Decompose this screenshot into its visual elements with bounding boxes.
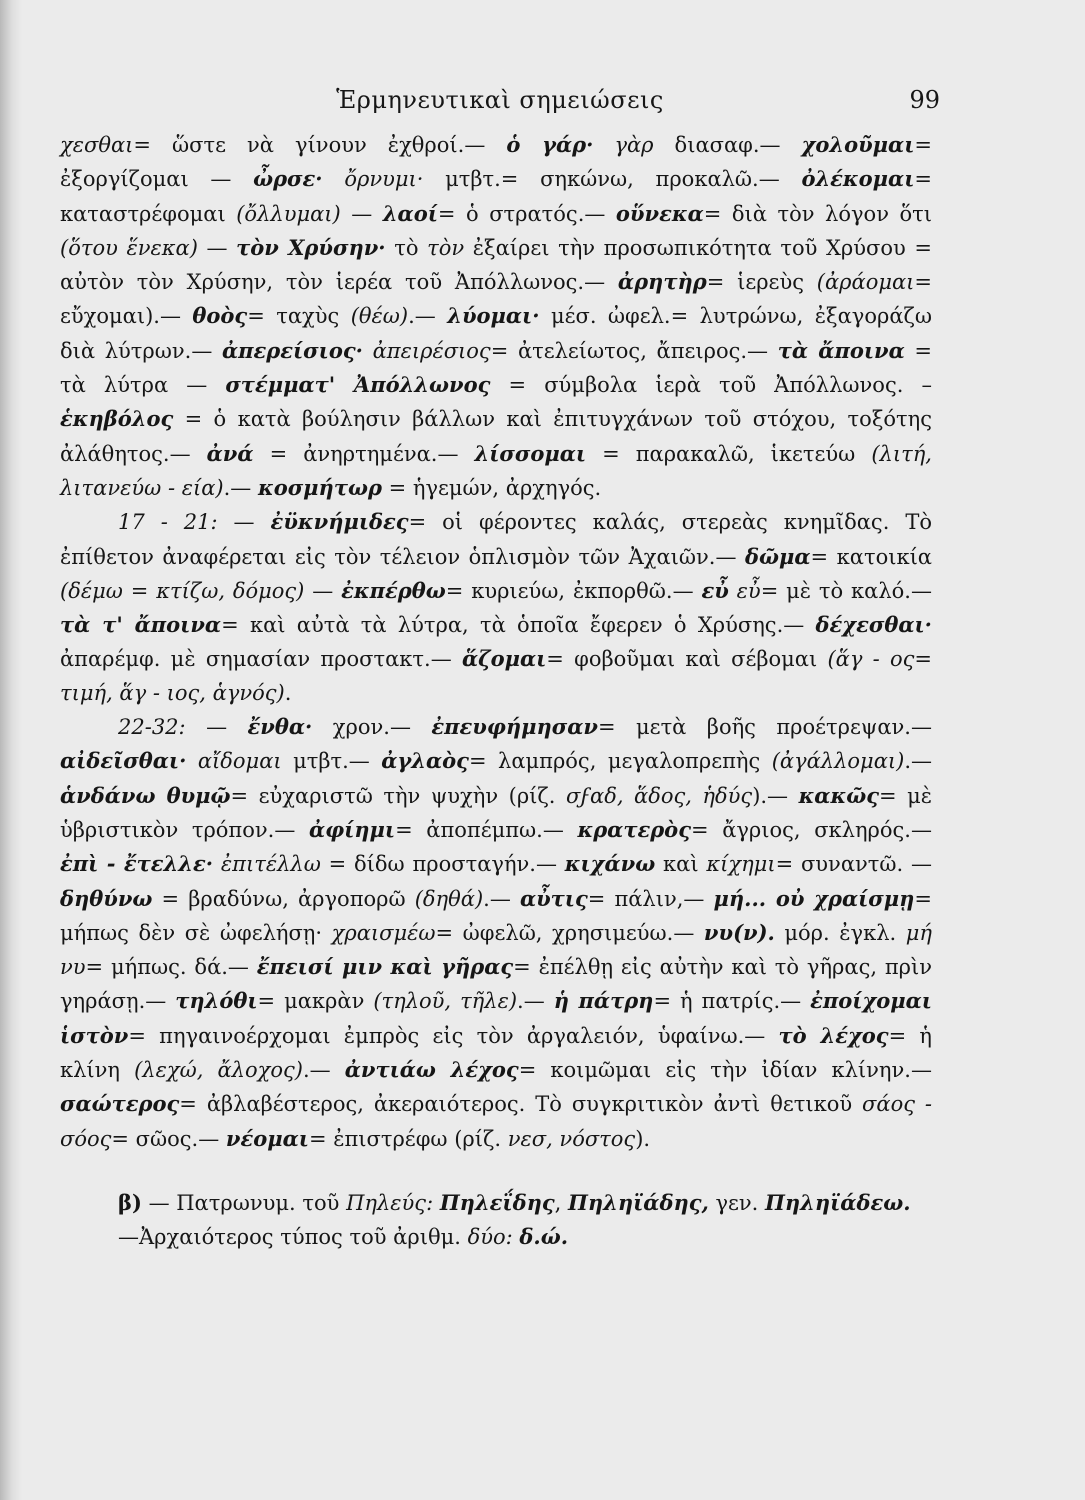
paragraph-dual-form: —Ἀρχαιότερος τύπος τοῦ ἀριθμ. δύο: δ.ώ. [118, 1224, 569, 1250]
page-header [60, 86, 940, 126]
commentary-body [60, 128, 932, 1255]
book-binding-edge [0, 0, 22, 1500]
paragraph-lines-22-32: 22-32: — ἔνθα· χρον.— ἐπευφήμησαν= μετὰ βοῆς προέτρεψαν.— αἰδεῖσθαι· αἴδομαι μτβτ.— ἀγλαὸς= λαμπρός, μεγαλοπρεπὴς (ἀγάλλομαι).— ἁνδάνω θυμῷ= εὐχαριστῶ τὴν ψυχὴν (ρίζ. σϝαδ, ἅδος, ἡδύς).— κακῶς= μὲ ὑβριστικὸν τρόπον.— ἀφίημι= ἀποπέμπω.— κρατερὸς= ἄγριος, σκληρός.— ἐπὶ - ἔτελλε· ἐπιτέλλω = δίδω προσταγήν.— κιχάνω καὶ κίχημι= συναντῶ. — δηθύνω = βραδύνω, ἀργοπορῶ (δηθά).— αὖτις= πάλιν,— μή... οὐ χραίσμῃ= μήπως δὲν σὲ ὠφελήσῃ· χραισμέω= ὠφελῶ, χρησιμεύω.— νυ(ν). μόρ. ἐγκλ. μή νυ= μήπως. δά.— ἔπεισί μιν καὶ γῆρας= ἐπέλθῃ εἰς αὐτὴν καὶ τὸ γῆρας, πρὶν γηράσῃ.— τηλόθι= μακρὰν (τηλοῦ, τῆλε).— ἡ πάτρη= ἡ πατρίς.— ἐποίχομαι ἱστὸν= πηγαινοέρχομαι ἐμπρὸς εἰς τὸν ἀργαλειόν, ὑφαίνω.— τὸ λέχος= ἡ κλίνη (λεχώ, ἄλοχος).— ἀντιάω λέχος= κοιμῶμαι εἰς τὴν ἰδίαν κλίνην.— σαώτερος= ἀβλαβέστερος, ἀκεραιότερος. Τὸ συγκριτικὸν ἀντὶ θετικοῦ σάος - σόος= σῶος.— νέομαι= ἐπιστρέφω (ρίζ. νεσ, νόστος). [60, 714, 932, 1151]
page-number: 99 [909, 86, 940, 114]
running-title: Ἑρμηνευτικαὶ σημειώσεις [336, 86, 664, 114]
paragraph-lines-17-21: 17 - 21: — ἐϋκνήμιδες= οἱ φέροντες καλάς, στερεὰς κνημῖδας. Τὸ ἐπίθετον ἀναφέρεται εἰς τὸν τέλειον ὁπλισμὸν τῶν Ἀχαιῶν.— δῶμα= κατοικία (δέμω = κτίζω, δόμος) — ἐκπέρθω= κυριεύω, ἐκπορθῶ.— εὖ εὖ= μὲ τὸ καλό.— τὰ τ' ἄποινα= καὶ αὐτὰ τὰ λύτρα, τὰ ὁποῖα ἔφερεν ὁ Χρύσης.— δέχεσθαι· ἀπαρέμφ. μὲ σημασίαν προστακτ.— ἅζομαι= φοβοῦμαι καὶ σέβομαι (ἅγ - ος= τιμή, ἅγ - ιος, ἁγνός). [60, 509, 933, 705]
paragraph-patronymic: β) — Πατρωνυμ. τοῦ Πηλεύς: Πηλεΐδης, Πηληϊάδης, γεν. Πηληϊάδεω. [118, 1189, 911, 1215]
paragraph-lines-1-16: χεσθαι= ὥστε νὰ γίνουν ἐχθροί.— ὁ γάρ· γὰρ διασαφ.— χολοῦμαι= ἐξοργίζομαι — ὦρσε· ὄρνυμι· μτβτ.= σηκώνω, προκαλῶ.— ὀλέκομαι= καταστρέφομαι (ὄλλυμαι) — λαοί= ὁ στρατός.— οὕνεκα= διὰ τὸν λόγον ὅτι (ὅτου ἕνεκα) — τὸν Χρύσην· τὸ τὸν ἐξαίρει τὴν προσωπικότητα τοῦ Χρύσου = αὐτὸν τὸν Χρύσην, τὸν ἱερέα τοῦ Ἀπόλλωνος.— ἀρητὴρ= ἱερεὺς (ἀράομαι= εὔχομαι).— θοὸς= ταχὺς (θέω).— λύομαι· μέσ. ὠφελ.= λυτρώνω, ἐξαγοράζω διὰ λύτρων.— ἀπερείσιος· ἀπειρέσιος= ἀτελείωτος, ἄπειρος.— τὰ ἄποινα = τὰ λύτρα — στέμματ' Ἀπόλλωνος = σύμβολα ἱερὰ τοῦ Ἀπόλλωνος. – ἑκηβόλος = ὁ κατὰ βούλησιν βάλλων καὶ ἐπιτυγχάνων τοῦ στόχου, τοξότης ἀλάθητος.— ἀνά = ἀνηρτημένα.— λίσσομαι = παρακαλῶ, ἱκετεύω (λιτή, λιτανεύω - εία).— κοσμήτωρ = ἡγεμών, ἀρχηγός. [60, 132, 933, 500]
